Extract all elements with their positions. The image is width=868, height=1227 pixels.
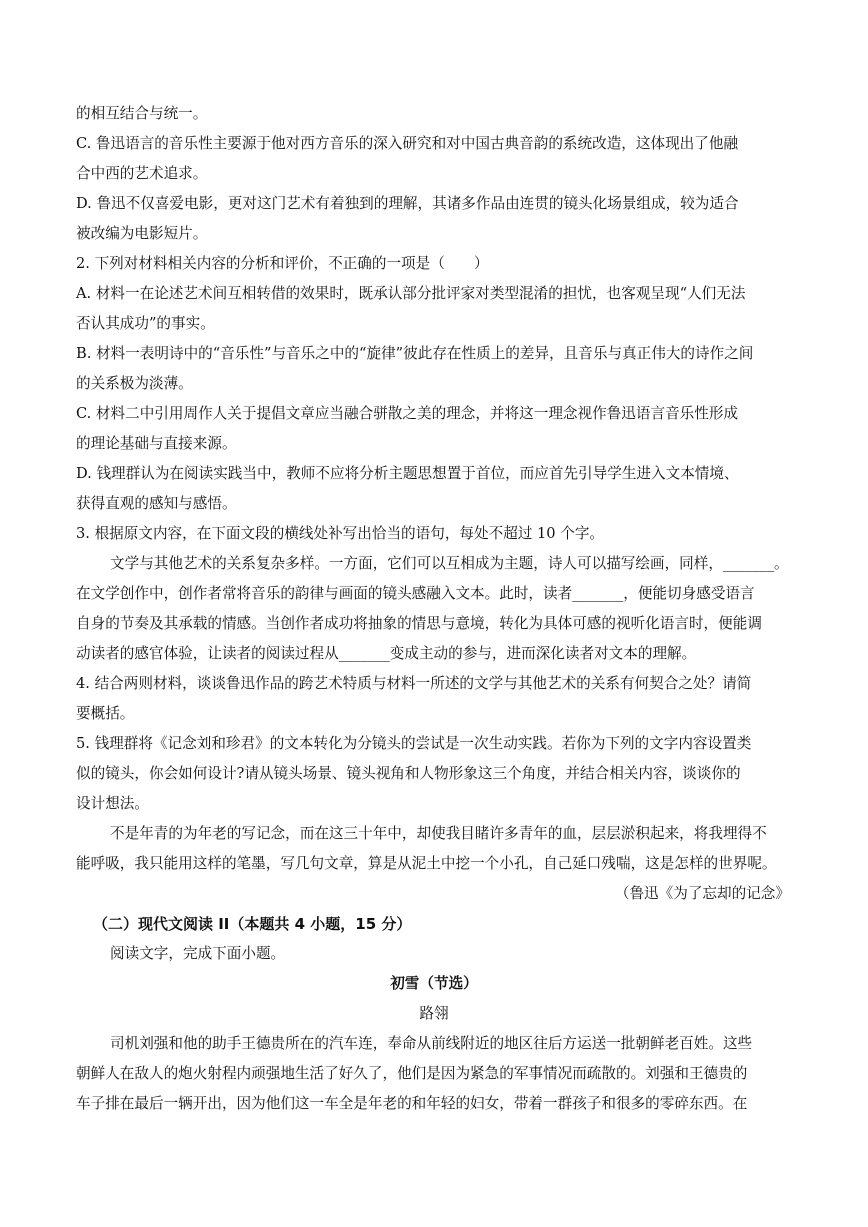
quote-line: 不是年青的为年老的写记念，而在这三十年中，却使我目睹许多青年的血，层层淤积起来，将我埋得不 (110, 825, 767, 842)
question-3: 3. 根据原文内容，在下面文段的横线处补写出恰当的语句，每处不超过 10 个字。 (76, 525, 605, 542)
paragraph-line: 文学与其他艺术的关系复杂多样。一方面，它们可以互相成为主题，诗人可以描写绘画，同样，_______。 (110, 555, 789, 572)
text-line: 获得直观的感知与感悟。 (76, 495, 237, 512)
option-a-line: A. 材料一在论述艺术间互相转借的效果时，既承认部分批评家对类型混淆的担忧，也客观呈现“人们无法 (76, 285, 746, 302)
text-line: 似的镜头，你会如何设计?请从镜头场景、镜头视角和人物形象这三个角度，并结合相关内容，谈谈你的 (76, 765, 741, 782)
text-line: 被改编为电影短片。 (76, 225, 208, 242)
quote-line: 能呼吸，我只能用这样的笔墨，写几句文章，算是从泥土中挖一个小孔，自己延口残喘，这是怎样的世界呢。 (76, 855, 777, 872)
article-line: 车子排在最后一辆开出，因为他们这一车全是年老的和年轻的妇女，带着一群孩子和很多的零碎东西。在 (76, 1095, 748, 1112)
article-line: 朝鲜人在敌人的炮火射程内顽强地生活了好久了，他们是因为紧急的军事情况而疏散的。刘强和王德贵的 (76, 1065, 748, 1082)
question-4: 4. 结合两则材料，谈谈鲁迅作品的跨艺术特质与材料一所述的文学与其他艺术的关系有何契合之处？请简 (76, 675, 752, 692)
instruction-line: 阅读文字，完成下面小题。 (110, 945, 286, 962)
paragraph-line: 自身的节奏及其承载的情感。当创作者成功将抽象的情思与意境，转化为具体可感的视听化语言时，便能调 (76, 615, 762, 632)
text-line: 合中西的艺术追求。 (76, 165, 208, 182)
article-title: 初雪（节选） (390, 975, 478, 992)
option-c-line: C. 鲁迅语言的音乐性主要源于他对西方音乐的深入研究和对中国古典音韵的系统改造，这体现出了他融 (76, 135, 739, 152)
article-line: 司机刘强和他的助手王德贵所在的汽车连，奉命从前线附近的地区往后方运送一批朝鲜老百姓。这些 (110, 1035, 753, 1052)
text-line: 要概括。 (76, 705, 135, 722)
text-line: 否认其成功”的事实。 (76, 315, 215, 332)
quote-source: （鲁迅《为了忘却的记念》 (614, 885, 790, 902)
option-d-line: D. 鲁迅不仅喜爱电影，更对这门艺术有着独到的理解，其诸多作品由连贯的镜头化场景组成，较为适合 (76, 195, 739, 212)
paragraph-line: 动读者的感官体验，让读者的阅读过程从_______变成主动的参与，进而深化读者对文本的理解。 (76, 645, 697, 662)
text-line: 的关系极为淡薄。 (76, 375, 193, 392)
text-line: 的理论基础与直接来源。 (76, 435, 237, 452)
paragraph-line: 在文学创作中，创作者常将音乐的韵律与画面的镜头感融入文本。此时，读者_______，便能切身感受语言 (76, 585, 755, 602)
option-d-line: D. 钱理群认为在阅读实践当中，教师不应将分析主题思想置于首位，而应首先引导学生进入文本情境、 (76, 465, 739, 482)
text-line: 的相互结合与统一。 (76, 105, 208, 122)
option-c-line: C. 材料二中引用周作人关于提倡文章应当融合骈散之美的理念，并将这一理念视作鲁迅语言音乐性形成 (76, 405, 739, 422)
question-5: 5. 钱理群将《记念刘和珍君》的文本转化为分镜头的尝试是一次生动实践。若你为下列的文字内容设置类 (76, 735, 752, 752)
text-line: 设计想法。 (76, 795, 149, 812)
option-b-line: B. 材料一表明诗中的“音乐性”与音乐之中的“旋律”彼此存在性质上的差异，且音乐与真正伟大的诗作之间 (76, 345, 754, 362)
question-2: 2. 下列对材料相关内容的分析和评价，不正确的一项是（ ） (76, 255, 489, 272)
section-heading: （二）现代文阅读 II（本题共 4 小题，15 分） (93, 915, 412, 933)
article-author: 路翎 (419, 1005, 449, 1022)
